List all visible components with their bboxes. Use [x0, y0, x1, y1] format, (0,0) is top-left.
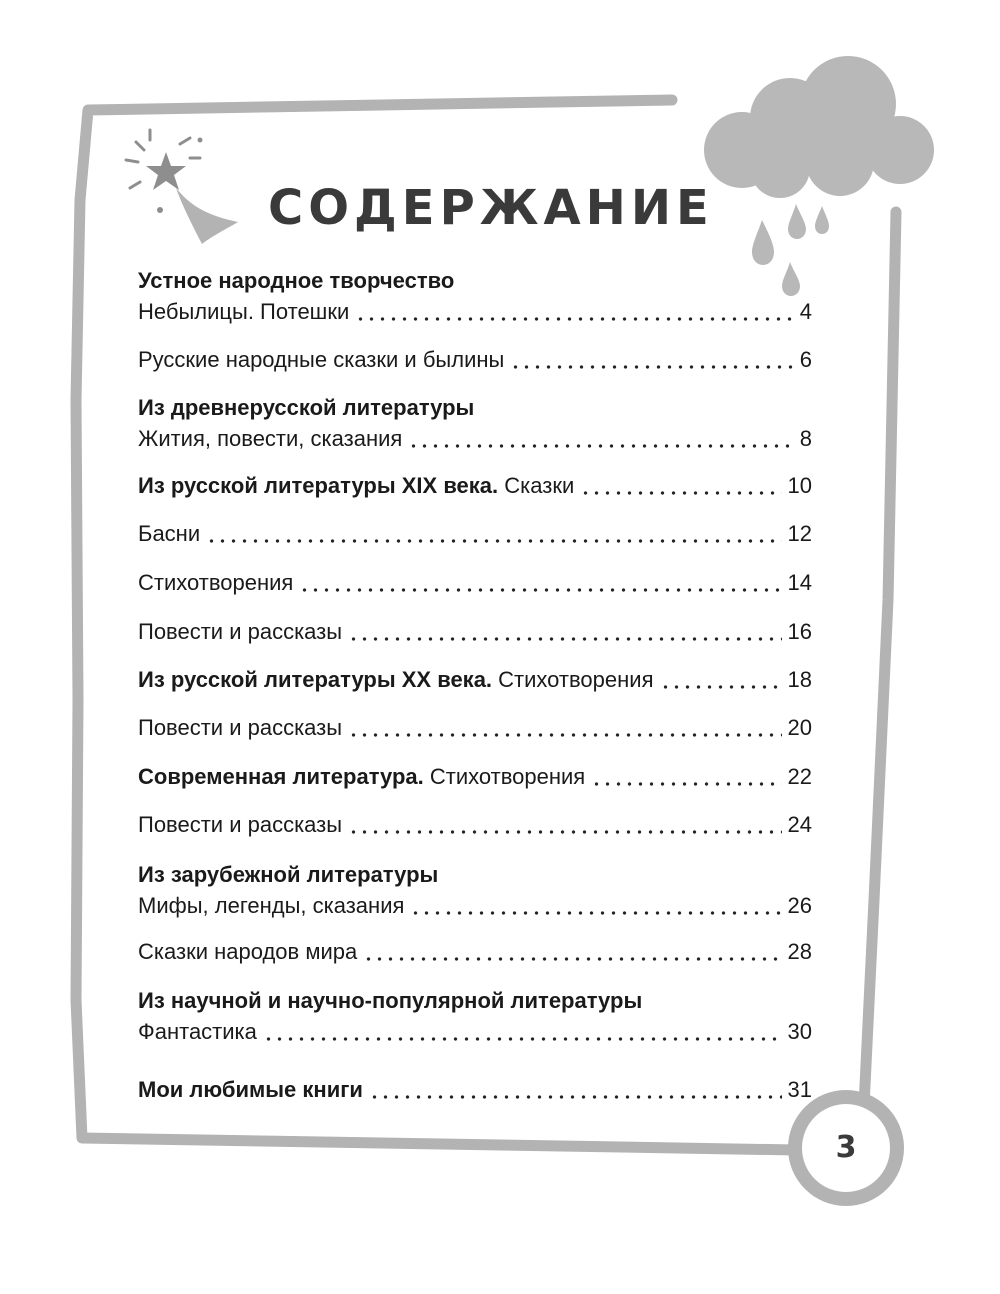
toc-page-number: 28: [787, 939, 812, 964]
toc-row-text: Повести и рассказы: [138, 812, 343, 837]
toc-row-text: Повести и рассказы: [138, 619, 343, 644]
toc-leader-dots: [206, 522, 781, 544]
toc-page-number: 30: [787, 1019, 812, 1044]
toc-page-number: 20: [787, 715, 812, 740]
toc-row[interactable]: [138, 1074, 812, 1106]
toc-row[interactable]: [138, 296, 812, 328]
toc-entry: [138, 470, 812, 502]
toc-entry: [138, 344, 812, 376]
toc-leader-dots: [408, 427, 793, 449]
toc-row[interactable]: [138, 890, 812, 922]
page-title: СОДЕРЖАНИЕ: [268, 180, 714, 236]
toc-page-number: 6: [799, 347, 812, 372]
toc-page-number: 31: [787, 1077, 812, 1102]
toc-page-number: 4: [799, 299, 812, 324]
toc-row-text: Из русской литературы XX века. Стихотворения: [138, 667, 654, 692]
toc-entry: [138, 860, 812, 922]
toc-entry: [138, 761, 812, 793]
toc-row[interactable]: [138, 936, 812, 968]
toc-row-text: Жития, повести, сказания: [138, 426, 403, 451]
toc-leader-dots: [369, 1078, 782, 1100]
shooting-star-icon: [126, 130, 238, 244]
toc-leader-dots: [510, 348, 793, 370]
toc-row[interactable]: [138, 809, 812, 841]
toc-row[interactable]: [138, 344, 812, 376]
toc-entry: [138, 712, 812, 744]
toc-row-text: Русские народные сказки и былины: [138, 347, 505, 372]
toc-page-number: 12: [787, 521, 812, 546]
toc-row-text: Сказки народов мира: [138, 939, 358, 964]
toc-entry: [138, 393, 812, 455]
toc-row-text: Небылицы. Потешки: [138, 299, 350, 324]
toc-leader-dots: [363, 940, 781, 962]
toc-section-heading: Из зарубежной литературы: [138, 862, 439, 887]
toc-page-number: 16: [787, 619, 812, 644]
toc-section-heading: Из древнерусской литературы: [138, 395, 475, 420]
toc-page-number: 18: [787, 667, 812, 692]
toc-leader-dots: [580, 474, 781, 496]
toc-entry: [138, 266, 812, 328]
toc-page-number: 26: [787, 893, 812, 918]
toc-row-text: Стихотворения: [138, 570, 294, 595]
toc-row-text: Из русской литературы XIX века. Сказки: [138, 473, 575, 498]
toc-entry: [138, 986, 812, 1048]
toc-section-heading: Устное народное творчество: [138, 268, 455, 293]
toc-leader-dots: [591, 765, 781, 787]
toc-page-number: 14: [787, 570, 812, 595]
page-number-text: 3: [835, 1130, 857, 1165]
toc-row-text: Современная литература. Стихотворения: [138, 764, 586, 789]
toc-page-number: 22: [787, 764, 812, 789]
toc-page-number: 8: [799, 426, 812, 451]
toc-row[interactable]: [138, 712, 812, 744]
toc-entry: [138, 1074, 812, 1106]
toc-entry: [138, 664, 812, 696]
toc-leader-dots: [410, 894, 781, 916]
toc-leader-dots: [299, 571, 781, 593]
toc-row[interactable]: [138, 567, 812, 599]
toc-leader-dots: [355, 300, 794, 322]
toc-leader-dots: [348, 716, 781, 738]
toc-leader-dots: [660, 668, 782, 690]
toc-row-text: Басни: [138, 521, 201, 546]
toc-row[interactable]: [138, 423, 812, 455]
toc-row-text: Мои любимые книги: [138, 1077, 363, 1102]
toc-leader-dots: [263, 1020, 782, 1042]
toc-page-number: 24: [787, 812, 812, 837]
toc-row[interactable]: [138, 616, 812, 648]
toc-row-text: Мифы, легенды, сказания: [138, 893, 405, 918]
toc-row-text: Повести и рассказы: [138, 715, 343, 740]
toc-entry: [138, 809, 812, 841]
toc-row[interactable]: [138, 518, 812, 550]
toc-row[interactable]: [138, 664, 812, 696]
toc-row[interactable]: [138, 470, 812, 502]
toc-leader-dots: [348, 620, 781, 642]
toc-page-number: 10: [787, 473, 812, 498]
toc-entry: [138, 518, 812, 550]
toc-entry: [138, 616, 812, 648]
toc-leader-dots: [348, 813, 781, 835]
toc-row[interactable]: [138, 1016, 812, 1048]
toc-entry: [138, 567, 812, 599]
toc-row[interactable]: [138, 761, 812, 793]
toc-entry: [138, 936, 812, 968]
toc-row-text: Фантастика: [138, 1019, 257, 1044]
toc-section-heading: Из научной и научно-популярной литературы: [138, 988, 643, 1013]
